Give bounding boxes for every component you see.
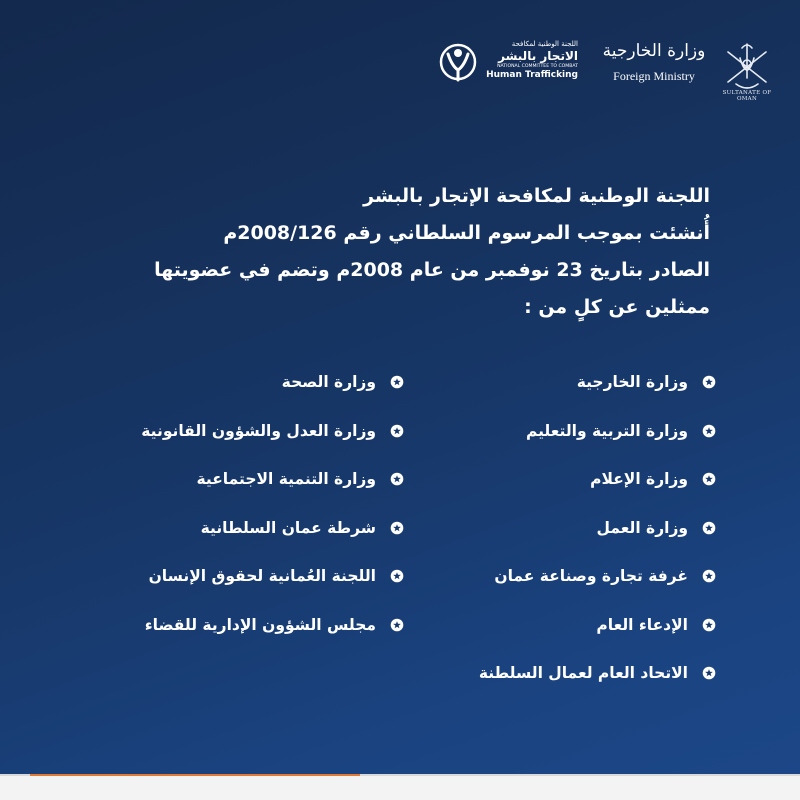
accent-line — [30, 774, 360, 776]
list-item — [356, 649, 716, 698]
member-name: وزارة الإعلام — [590, 470, 688, 489]
list-item — [356, 407, 716, 456]
member-name: وزارة التربية والتعليم — [525, 421, 688, 440]
star-circle-icon — [390, 375, 404, 389]
intro-line-2: أُنشئت بموجب المرسوم السلطاني رقم 2008/126م — [223, 222, 710, 244]
member-name: الإدعاء العام — [596, 615, 688, 634]
member-name: وزارة العمل — [596, 518, 688, 537]
star-circle-icon — [390, 521, 404, 535]
member-name: الاتحاد العام لعمال السلطنة — [478, 664, 688, 683]
committee-logo — [438, 40, 578, 88]
raised-hands-heart-icon — [438, 40, 478, 84]
member-name: مجلس الشؤون الإدارية للقضاء — [144, 615, 376, 634]
list-item — [356, 358, 716, 407]
intro-paragraph — [60, 178, 710, 326]
committee-arabic-small: اللجنة الوطنية لمكافحة — [511, 40, 578, 48]
list-item — [64, 601, 404, 650]
star-circle-icon — [702, 666, 716, 680]
list-item — [64, 358, 404, 407]
member-name: وزارة العدل والشؤون القانونية — [141, 421, 376, 440]
foreign-ministry-arabic: وزارة الخارجية — [602, 41, 706, 61]
star-circle-icon — [702, 375, 716, 389]
member-name: وزارة الخارجية — [576, 373, 688, 392]
member-name: اللجنة العُمانية لحقوق الإنسان — [148, 567, 376, 586]
list-item — [356, 601, 716, 650]
star-circle-icon — [702, 569, 716, 583]
member-name: غرفة تجارة وصناعة عمان — [494, 567, 688, 586]
star-circle-icon — [702, 424, 716, 438]
oman-emblem-icon — [718, 38, 776, 94]
list-item — [64, 552, 404, 601]
list-item — [356, 504, 716, 553]
star-circle-icon — [702, 472, 716, 486]
intro-line-4: ممثلين عن كلٍ من : — [524, 296, 710, 318]
list-item — [64, 407, 404, 456]
committee-text — [482, 40, 578, 81]
list-item — [64, 504, 404, 553]
member-name: وزارة الصحة — [281, 373, 376, 392]
star-circle-icon — [390, 424, 404, 438]
footer-strip — [0, 774, 800, 800]
star-circle-icon — [702, 618, 716, 632]
intro-line-1: اللجنة الوطنية لمكافحة الإتجار بالبشر — [363, 185, 710, 207]
committee-english-small: NATIONAL COMMITTEE TO COMBAT — [497, 64, 578, 69]
star-circle-icon — [390, 472, 404, 486]
star-circle-icon — [390, 618, 404, 632]
list-item — [356, 552, 716, 601]
list-item — [64, 455, 404, 504]
members-list-right — [356, 358, 716, 698]
star-circle-icon — [390, 569, 404, 583]
intro-line-3: الصادر بتاريخ 23 نوفمبر من عام 2008م وتضم في عضويتها — [154, 259, 710, 281]
member-name: شرطة عمان السلطانية — [200, 518, 376, 537]
member-name: وزارة التنمية الاجتماعية — [196, 470, 376, 489]
emblem-caption: SULTANATE OF OMAN — [722, 90, 772, 102]
committee-arabic-big: الاتجار بالبشر — [498, 49, 578, 63]
members-list-left — [64, 358, 404, 649]
star-circle-icon — [702, 521, 716, 535]
committee-english-big: Human Trafficking — [486, 70, 578, 80]
list-item — [356, 455, 716, 504]
foreign-ministry-english: Foreign Ministry — [613, 69, 695, 83]
foreign-ministry-logo — [600, 40, 708, 84]
